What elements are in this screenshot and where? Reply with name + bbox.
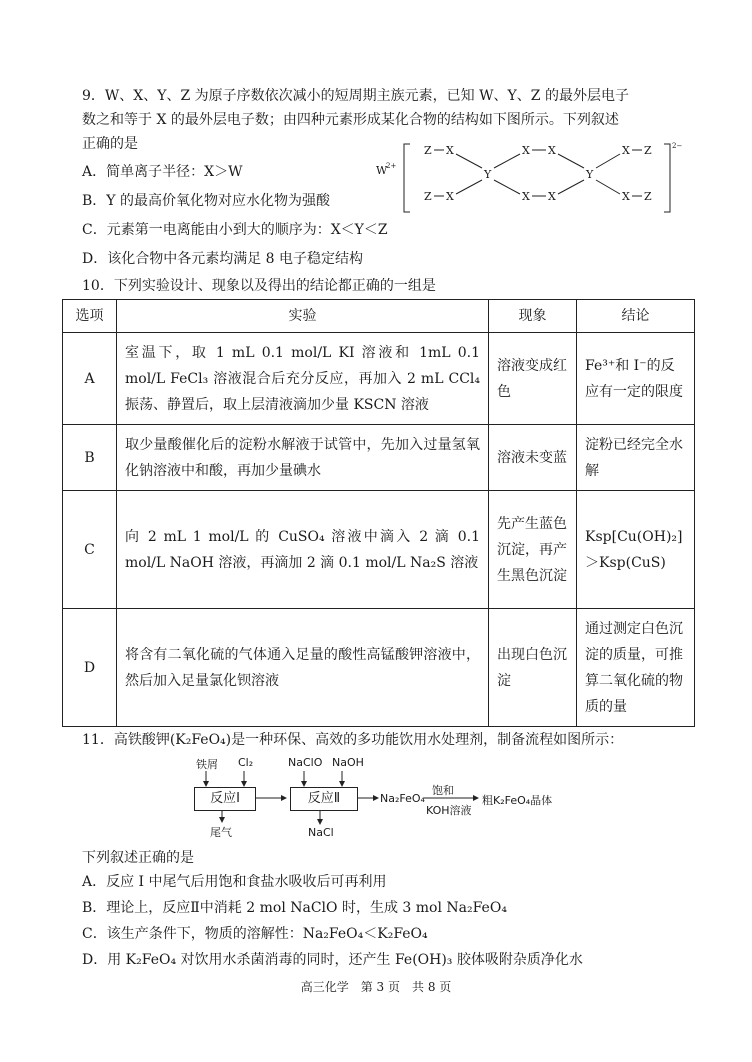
row-b-option: B <box>63 425 117 491</box>
atom-z-top-left: Z <box>424 144 432 157</box>
atom-x-mid-top-2: X <box>548 144 556 157</box>
cation-symbol: W <box>376 164 388 177</box>
row-d-phenomenon: 出现白色沉淀 <box>489 609 577 727</box>
row-c-conclusion: Ksp[Cu(OH)₂]＞Ksp(CuS) <box>577 491 695 609</box>
q9-structure-diagram <box>368 138 688 218</box>
atom-x-mid-top-1: X <box>522 144 530 157</box>
row-a-experiment: 室温下，取 1 mL 0.1 mol/L KI 溶液和 1mL 0.1 mol/L FeCl₃ 溶液混合后充分反应，再加入 2 mL CCl₄ 振荡、静置后，取上层清液滴加少量 KSCN 溶液 <box>117 333 489 425</box>
q9-stem-line3: 正确的是 <box>82 136 138 152</box>
flow-input-naclo: NaClO <box>288 756 323 769</box>
row-d-experiment: 将含有二氧化硫的气体通入足量的酸性高锰酸钾溶液中，然后加入足量氯化钡溶液 <box>117 609 489 727</box>
left-bracket <box>404 144 410 212</box>
q9-option-a: A．简单离子半径：X＞W <box>82 164 243 180</box>
atom-x-bottom-left: X <box>446 190 454 203</box>
anion-charge: 2− <box>672 142 683 150</box>
atom-x-mid-bottom-2: X <box>548 190 556 203</box>
q10-stem: 10．下列实验设计、现象以及得出的结论都正确的一组是 <box>82 278 436 294</box>
cation-charge: 2+ <box>386 162 397 170</box>
flow-box-reaction-1: 反应Ⅰ <box>194 787 256 811</box>
q9-option-c: C．元素第一电离能由小到大的顺序为：X＜Y＜Z <box>82 222 388 238</box>
row-c-phenomenon: 先产生蓝色沉淀，再产生黑色沉淀 <box>489 491 577 609</box>
row-b-phenomenon: 溶液未变蓝 <box>489 425 577 491</box>
atom-x-top-right: X <box>622 144 630 157</box>
q11-stem: 11．高铁酸钾(K₂FeO₄)是一种环保、高效的多功能饮用水处理剂，制备流程如图所示： <box>82 732 624 748</box>
q10-table <box>62 299 695 727</box>
q11-flow-diagram <box>186 756 586 842</box>
table-row <box>63 491 695 609</box>
atom-y-left: Y <box>484 168 492 181</box>
q11-option-d: D．用 K₂FeO₄ 对饮用水杀菌消毒的同时，还产生 Fe(OH)₃ 胶体吸附杂质净化水 <box>82 952 583 968</box>
row-d-option: D <box>63 609 117 727</box>
flow-product-na2feo4: Na₂FeO₄ <box>380 792 425 805</box>
table-header-row <box>63 300 695 333</box>
atom-z-bottom-right: Z <box>644 190 652 203</box>
header-conclusion: 结论 <box>577 300 695 333</box>
q11-option-c: C．该生产条件下，物质的溶解性：Na₂FeO₄＜K₂FeO₄ <box>82 926 428 942</box>
row-a-option: A <box>63 333 117 425</box>
flow-product-crude-k2feo4: 粗K₂FeO₄晶体 <box>482 794 553 807</box>
atom-x-mid-bottom-1: X <box>522 190 530 203</box>
flow-reagent-saturated: 饱和 <box>432 784 454 797</box>
q9-stem-line1: 9．W、X、Y、Z 为原子序数依次减小的短周期主族元素，已知 W、Y、Z 的最外层电子 <box>82 88 629 104</box>
q9-option-d: D．该化合物中各元素均满足 8 电子稳定结构 <box>82 251 364 267</box>
flow-output-nacl: NaCl <box>308 826 334 839</box>
header-experiment: 实验 <box>117 300 489 333</box>
row-b-experiment: 取少量酸催化后的淀粉水解液于试管中，先加入过量氢氧化钠溶液中和酸，再加少量碘水 <box>117 425 489 491</box>
row-a-conclusion: Fe³⁺和 I⁻的反应有一定的限度 <box>577 333 695 425</box>
row-d-conclusion: 通过测定白色沉淀的质量，可推算二氧化硫的物质的量 <box>577 609 695 727</box>
header-phenomenon: 现象 <box>489 300 577 333</box>
row-c-option: C <box>63 491 117 609</box>
flow-input-iron-filings: 铁屑 <box>196 758 218 771</box>
right-bracket <box>664 144 670 212</box>
table-row <box>63 333 695 425</box>
flow-reagent-koh: KOH溶液 <box>426 804 472 817</box>
row-b-conclusion: 淀粉已经完全水解 <box>577 425 695 491</box>
flow-input-chlorine: Cl₂ <box>238 756 254 769</box>
atom-z-top-right: Z <box>644 144 652 157</box>
flow-input-naoh: NaOH <box>332 756 364 769</box>
flow-box-reaction-2: 反应Ⅱ <box>290 787 358 811</box>
table-row <box>63 425 695 491</box>
page-footer: 高三化学 第 3 页 共 8 页 <box>300 980 452 994</box>
q9-stem-line2: 数之和等于 X 的最外层电子数；由四种元素形成某化合物的结构如下图所示。下列叙述 <box>82 112 619 128</box>
table-row <box>63 609 695 727</box>
q11-prompt: 下列叙述正确的是 <box>82 850 194 866</box>
atom-x-top-left: X <box>446 144 454 157</box>
atom-y-right: Y <box>586 168 594 181</box>
atom-x-bottom-right: X <box>622 190 630 203</box>
row-a-phenomenon: 溶液变成红色 <box>489 333 577 425</box>
q11-option-b: B．理论上，反应Ⅱ中消耗 2 mol NaClO 时，生成 3 mol Na₂FeO₄ <box>82 900 507 916</box>
q9-option-b: B．Y 的最高价氧化物对应水化物为强酸 <box>82 193 330 209</box>
q11-option-a: A．反应 I 中尾气后用饱和食盐水吸收后可再利用 <box>82 874 387 890</box>
flow-output-tail-gas: 尾气 <box>210 826 232 839</box>
atom-z-bottom-left: Z <box>424 190 432 203</box>
header-option: 选项 <box>63 300 117 333</box>
row-c-experiment: 向 2 mL 1 mol/L 的 CuSO₄ 溶液中滴入 2 滴 0.1 mol/L NaOH 溶液，再滴加 2 滴 0.1 mol/L Na₂S 溶液 <box>117 491 489 609</box>
